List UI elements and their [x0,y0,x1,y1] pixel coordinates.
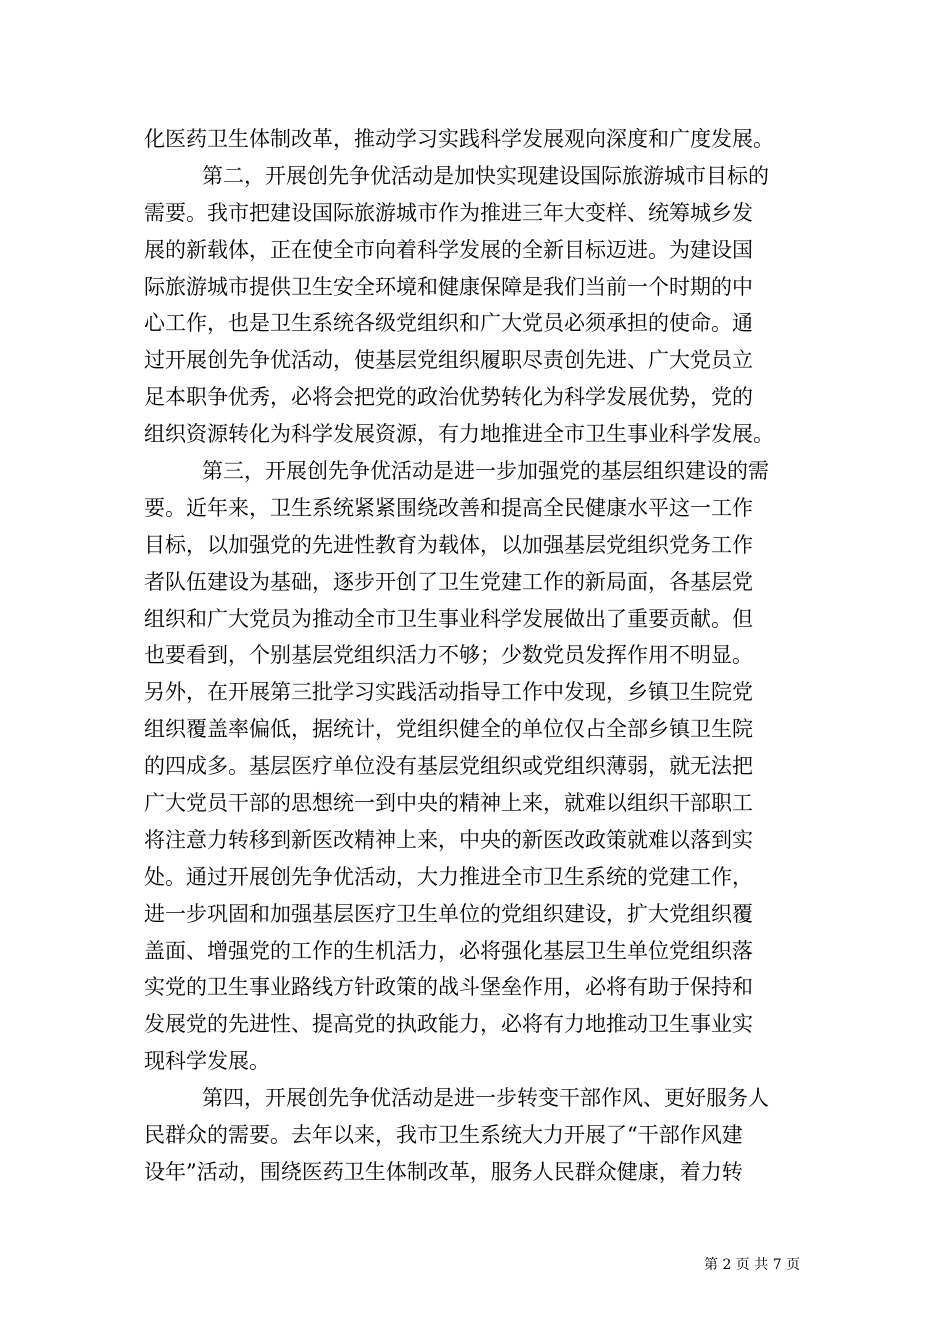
text-line: 际旅游城市提供卫生安全环境和健康保障是我们当前一个时期的中 [144,274,753,299]
body-text [144,121,814,1191]
text-line: 组织资源转化为科学发展资源，有力地推进全市卫生事业科学发展。 [144,422,774,447]
text-line: 另外，在开展第三批学习实践活动指导工作中发现，乡镇卫生院党 [144,680,753,705]
text-line: 需要。我市把建设国际旅游城市作为推进三年大变样、统筹城乡发 [144,200,753,225]
text-line: 现科学发展。 [144,1049,270,1074]
text-line: 化医药卫生体制改革，推动学习实践科学发展观向深度和广度发展。 [144,127,774,151]
text-line: 进一步巩固和加强基层医疗卫生单位的党组织建设，扩大党组织覆 [144,901,753,926]
text-line: 设年”活动，围绕医药卫生体制改革，服务人民群众健康，着力转 [144,1159,743,1184]
text-line: 要。近年来，卫生系统紧紧围绕改善和提高全民健康水平这一工作 [144,495,753,520]
text-line: 目标，以加强党的先进性教育为载体，以加强基层党组织党务工作 [144,532,753,557]
paragraph-start-line: 第四，开展创先争优活动是进一步转变干部作风、更好服务人 [202,1086,769,1111]
text-line: 民群众的需要。去年以来，我市卫生系统大力开展了“干部作风建 [144,1123,743,1148]
text-line: 者队伍建设为基础，逐步开创了卫生党建工作的新局面，各基层党 [144,569,753,594]
text-line: 展的新载体，正在使全市向着科学发展的全新目标迈进。为建设国 [144,237,753,262]
text-line: 盖面、增强党的工作的生机活力，必将强化基层卫生单位党组织落 [144,938,753,963]
page-number: 第 2 页 共 7 页 [704,1257,801,1273]
paragraph-start-line: 第三，开展创先争优活动是进一步加强党的基层组织建设的需 [202,459,769,484]
text-line: 将注意力转移到新医改精神上来，中央的新医改政策就难以落到实 [144,827,753,852]
text-line: 组织覆盖率偏低，据统计，党组织健全的单位仅占全部乡镇卫生院 [144,717,753,742]
text-line: 过开展创先争优活动，使基层党组织履职尽责创先进、广大党员立 [144,348,753,373]
text-line: 处。通过开展创先争优活动，大力推进全市卫生系统的党建工作， [144,864,753,889]
text-line: 心工作，也是卫生系统各级党组织和广大党员必须承担的使命。通 [144,311,753,336]
text-line: 足本职争优秀，必将会把党的政治优势转化为科学发展优势，党的 [144,385,753,410]
text-line: 的四成多。基层医疗单位没有基层党组织或党组织薄弱，就无法把 [144,754,753,779]
text-line: 也要看到，个别基层党组织活力不够；少数党员发挥作用不明显。 [144,643,753,668]
text-line: 发展党的先进性、提高党的执政能力，必将有力地推动卫生事业实 [144,1012,753,1037]
text-line: 实党的卫生事业路线方针政策的战斗堡垒作用，必将有助于保持和 [144,975,753,1000]
text-line: 广大党员干部的思想统一到中央的精神上来，就难以组织干部职工 [144,791,753,816]
paragraph-start-line: 第二，开展创先争优活动是加快实现建设国际旅游城市目标的 [202,163,769,188]
text-line: 组织和广大党员为推动全市卫生事业科学发展做出了重要贡献。但 [144,606,753,631]
